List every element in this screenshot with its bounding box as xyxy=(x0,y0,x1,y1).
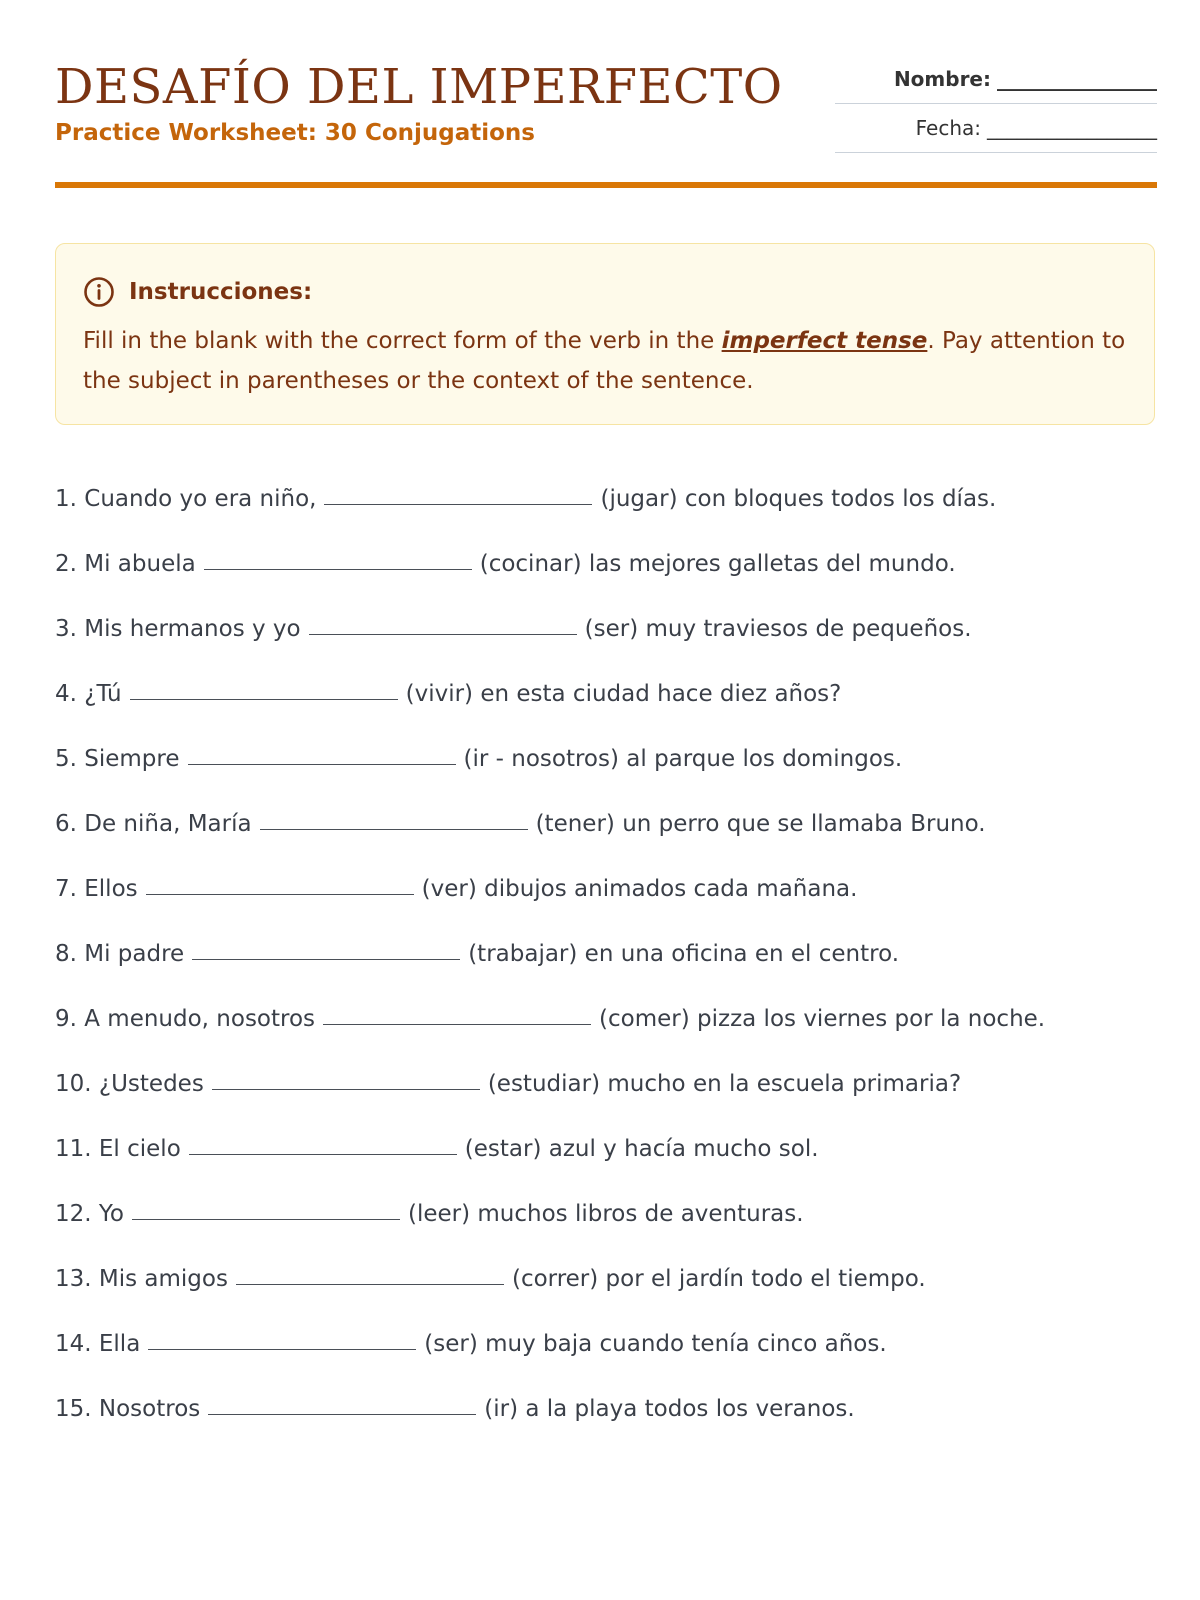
exercise-item xyxy=(55,805,1155,870)
instructions-text-before: Fill in the blank with the correct form of the verb in the xyxy=(83,328,722,354)
exercise-item xyxy=(55,545,1155,610)
answer-blank[interactable] xyxy=(132,1195,400,1220)
exercise-prompt: 10. ¿Ustedes xyxy=(55,1071,204,1097)
exercise-prompt: 12. Yo xyxy=(55,1201,124,1227)
exercise-verb-hint: (trabajar) en una oficina en el centro. xyxy=(468,941,900,967)
answer-blank[interactable] xyxy=(130,675,398,700)
header-divider xyxy=(55,182,1157,188)
answer-blank[interactable] xyxy=(323,1000,591,1025)
name-blank[interactable]: ________________ xyxy=(997,67,1157,91)
answer-blank[interactable] xyxy=(146,870,414,895)
exercise-item xyxy=(55,610,1155,675)
exercise-prompt: 11. El cielo xyxy=(55,1136,181,1162)
exercise-list xyxy=(55,480,1155,1455)
exercise-item xyxy=(55,935,1155,1000)
exercise-verb-hint: (ser) muy baja cuando tenía cinco años. xyxy=(424,1331,887,1357)
page-title: DESAFÍO DEL IMPERFECTO xyxy=(55,59,783,115)
exercise-verb-hint: (ir) a la playa todos los veranos. xyxy=(484,1396,855,1422)
date-field[interactable] xyxy=(835,104,1157,153)
student-info xyxy=(835,55,1157,153)
answer-blank[interactable] xyxy=(236,1260,504,1285)
exercise-prompt: 4. ¿Tú xyxy=(55,681,122,707)
instructions-emphasis: imperfect tense xyxy=(721,328,928,354)
exercise-verb-hint: (ser) muy traviesos de pequeños. xyxy=(584,616,972,642)
instructions-text xyxy=(83,321,1127,401)
exercise-item xyxy=(55,1325,1155,1390)
exercise-item xyxy=(55,1260,1155,1325)
answer-blank[interactable] xyxy=(148,1325,416,1350)
exercise-item xyxy=(55,740,1155,805)
exercise-prompt: 3. Mis hermanos y yo xyxy=(55,616,301,642)
info-icon xyxy=(83,276,115,308)
exercise-verb-hint: (estar) azul y hacía mucho sol. xyxy=(464,1136,819,1162)
exercise-item xyxy=(55,1195,1155,1260)
exercise-verb-hint: (comer) pizza los viernes por la noche. xyxy=(599,1006,1046,1032)
exercise-item xyxy=(55,1065,1155,1130)
exercise-item xyxy=(55,1390,1155,1455)
exercise-item xyxy=(55,675,1155,740)
exercise-prompt: 1. Cuando yo era niño, xyxy=(55,486,317,512)
exercise-item xyxy=(55,1000,1155,1065)
exercise-item xyxy=(55,480,1155,545)
answer-blank[interactable] xyxy=(260,805,528,830)
exercise-verb-hint: (ir - nosotros) al parque los domingos. xyxy=(463,746,903,772)
exercise-verb-hint: (leer) muchos libros de aventuras. xyxy=(407,1201,804,1227)
exercise-item xyxy=(55,1130,1155,1195)
exercise-prompt: 15. Nosotros xyxy=(55,1396,201,1422)
answer-blank[interactable] xyxy=(208,1390,476,1415)
date-blank[interactable]: _________________ xyxy=(987,116,1157,140)
exercise-prompt: 14. Ella xyxy=(55,1331,141,1357)
date-label: Fecha: xyxy=(915,116,981,140)
exercise-item xyxy=(55,870,1155,935)
instructions-text-after: . Pay attention to the subject in parentheses or the context of the sentence. xyxy=(83,328,1126,394)
answer-blank[interactable] xyxy=(189,1130,457,1155)
exercise-prompt: 9. A menudo, nosotros xyxy=(55,1006,316,1032)
exercise-verb-hint: (tener) un perro que se llamaba Bruno. xyxy=(535,811,986,837)
exercise-prompt: 5. Siempre xyxy=(55,746,180,772)
instructions-box xyxy=(55,243,1155,425)
answer-blank[interactable] xyxy=(188,740,456,765)
answer-blank[interactable] xyxy=(204,545,472,570)
exercise-verb-hint: (estudiar) mucho en la escuela primaria? xyxy=(487,1071,962,1097)
name-field[interactable] xyxy=(835,55,1157,104)
answer-blank[interactable] xyxy=(192,935,460,960)
exercise-verb-hint: (vivir) en esta ciudad hace diez años? xyxy=(405,681,842,707)
name-label: Nombre: xyxy=(893,67,991,91)
answer-blank[interactable] xyxy=(309,610,577,635)
exercise-verb-hint: (ver) dibujos animados cada mañana. xyxy=(421,876,858,902)
exercise-prompt: 6. De niña, María xyxy=(55,811,252,837)
exercise-prompt: 7. Ellos xyxy=(55,876,138,902)
exercise-verb-hint: (cocinar) las mejores galletas del mundo. xyxy=(479,551,956,577)
exercise-verb-hint: (correr) por el jardín todo el tiempo. xyxy=(511,1266,926,1292)
instructions-title: Instrucciones: xyxy=(129,279,313,305)
answer-blank[interactable] xyxy=(212,1065,480,1090)
header xyxy=(55,55,1157,185)
exercise-prompt: 2. Mi abuela xyxy=(55,551,196,577)
answer-blank[interactable] xyxy=(324,480,592,505)
page-subtitle: Practice Worksheet: 30 Conjugations xyxy=(55,120,535,146)
exercise-prompt: 13. Mis amigos xyxy=(55,1266,228,1292)
exercise-prompt: 8. Mi padre xyxy=(55,941,185,967)
instructions-header xyxy=(83,274,1127,310)
exercise-verb-hint: (jugar) con bloques todos los días. xyxy=(600,486,997,512)
